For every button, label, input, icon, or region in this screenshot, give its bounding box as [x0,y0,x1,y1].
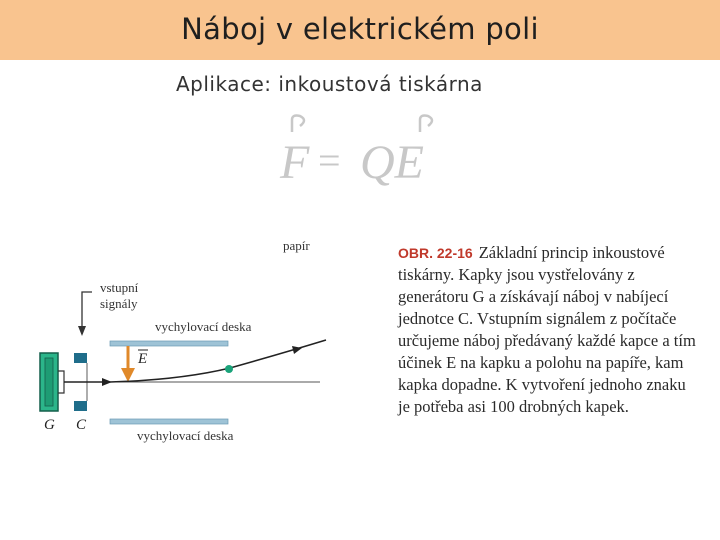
input-signals-label-line2: signály [100,296,138,311]
slide-title: Náboj v elektrickém poli [181,12,539,46]
generator-label: G [44,417,55,433]
formula-eq: = [318,138,341,183]
vector-arrow-f-icon [292,116,304,133]
paper-label: papír [283,238,310,253]
vector-arrow-e-icon [420,116,432,133]
title-bar [0,0,720,60]
bottom-plate-label: vychylovací deska [137,428,234,443]
charging-electrode-bottom [74,401,87,411]
charging-electrode-top [74,353,87,363]
top-plate-label: vychylovací deska [155,319,252,334]
field-label: E [138,351,148,367]
ink-drop [225,365,233,373]
input-signal-arrowhead-icon [78,326,86,336]
caption-text: Základní princip inkoustové tiskárny. Kapky jsou vystřelovány z generátoru G a získávají náboj v nabíjecí jednotce C. Vstupním signálem z počítače určujeme náboj předávaný každé kapce a tím účinek E na kapku a polohu na papíře, kam kapka dopadne. K vytvoření jednoho znaku je potřeba asi 100 drobných kapek. [398,243,696,416]
field-arrow-icon [121,368,135,382]
formula [270,112,440,192]
caption-label: OBR. 22-16 [398,245,473,261]
formula-rhs: QE [360,136,424,189]
slide-subtitle: Aplikace: inkoustová tiskárna [176,72,483,96]
charging-unit-label: C [76,417,87,433]
generator-g-core [45,358,53,406]
figure-caption [398,242,698,418]
inkjet-diagram [30,230,370,450]
trajectory-arrow-1-icon [102,378,112,386]
input-signal-arrow-icon [82,292,92,328]
bottom-deflection-plate [110,419,228,424]
top-deflection-plate [110,341,228,346]
nozzle-bracket [58,371,64,393]
input-signals-label-line1: vstupní [100,280,139,295]
formula-lhs: F [280,136,310,189]
